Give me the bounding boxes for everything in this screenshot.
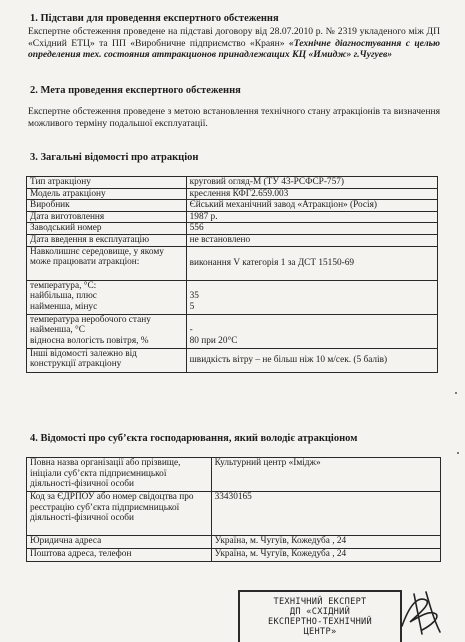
row-label: Дата виготовлення [27,211,187,223]
table-row [27,314,438,348]
row-label: Модель атракціону [27,188,187,200]
section1-body-italic: «Технічне діагностування с целью определения тех. состояния аттракционов принадлежащих КЦ «Имидж» г.Чугуев» [28,37,441,61]
row-label: Тип атракціону [27,177,187,189]
row-label: Дата введення в експлуатацію [27,234,187,246]
table-row [27,536,441,549]
table-row [27,549,441,562]
attraction-info-table [26,176,438,373]
section4-title: 4. Відомості про суб’єкта господарювання, який володіє атракціоном [30,433,358,444]
row-value [186,246,437,280]
row-label: Код за ЄДРПОУ або номер свідоцтва про реєстрацію суб’єкта підприємницької діяльності-фізичної особи [27,492,212,536]
row-value: 1987 р. [186,211,437,223]
table-row [27,223,438,235]
table-row [27,211,438,223]
table-row [27,234,438,246]
row-value: креслення КФГ2.659.003 [186,188,437,200]
table-row [27,280,438,314]
row-label-line: відносна вологість повітря, % [30,335,149,346]
row-value-line: - [189,325,193,336]
row-value: круговий огляд-М (ТУ 43-РСФСР-757) [186,177,437,189]
row-value: Культурний центр «Імідж» [211,458,440,492]
row-label: Юридична адреса [27,536,212,549]
scan-speck [455,392,457,394]
table-row [27,177,438,189]
stamp-line: ЦЕНТР» [303,627,337,637]
row-label: Виробник [27,200,187,212]
table-row [27,458,441,492]
row-value [186,348,437,372]
row-label: Інші відомості залежно від конструкції атракціону [27,348,187,372]
table-row [27,188,438,200]
row-label-line: температура, °С: [30,280,97,291]
row-value-line: 80 при 20°С [189,335,238,346]
row-label-line: найменша, мінус [30,301,98,312]
section1-title: 1. Підстави для проведення експертного обстеження [30,13,279,24]
row-value-text: швидкість вітру – не більш ніж 10 м/сек. (5 балів) [189,354,388,365]
section3-title: 3. Загальні відомості про атракціон [30,152,199,163]
section2-title: 2. Мета проведення експертного обстеження [30,85,241,96]
stamp-line: ДП «СХІДНИЙ [289,607,351,617]
row-label-line: найбільша, плюс [30,291,97,302]
row-label: Поштова адреса, телефон [27,549,212,562]
stamp-line: ЕКСПЕРТНО-ТЕХНІЧНИЙ [267,617,372,627]
section2-body: Експертне обстеження проведене з метою встановлення технічного стану атракціонів та визначення можливого терміну подальшої експлуатації. [28,106,440,129]
owner-info-table [26,457,441,562]
section1-body-plain: Експертне обстеження проведене на підставі договору від 28.07.2010 р. № 2319 укладеного між ДП «Східний ЕТЦ» та ПП «Виробничне підприємство «Краян» [28,26,440,49]
row-label [27,280,187,314]
row-value: 556 [186,223,437,235]
row-label: Заводський номер [27,223,187,235]
row-value-text: виконання V категорія 1 за ДСТ 15150-69 [189,257,355,268]
section1-body [28,26,440,61]
expert-stamp [238,590,402,642]
row-value-line: 35 [189,291,199,302]
scan-speck [457,452,459,454]
table-row [27,246,438,280]
row-label [27,314,187,348]
row-value: не встановлено [186,234,437,246]
table-row [27,492,441,536]
row-value: 33430165 [211,492,440,536]
row-value [186,280,437,314]
stamp-line: ТЕХНІЧНИЙ ЕКСПЕРТ [273,597,367,607]
row-value-line: 5 [189,301,195,312]
row-value: Україна, м. Чугуїв, Кожедуба , 24 [211,536,440,549]
row-label: Навколишнє середовище, у якому може працювати атракціон: [27,246,187,280]
row-label-line: температура неробочого стану найменша, °С [30,314,151,336]
row-label: Повна назва організації або прізвище, ініціали суб’єкта підприємницької діяльності-фізичної особи [27,458,212,492]
row-value [186,314,437,348]
row-value: Єйський механічний завод «Атракціон» (Росія) [186,200,437,212]
row-value: Україна, м. Чугуїв, Кожедуба , 24 [211,549,440,562]
table-row [27,348,438,372]
table-row [27,200,438,212]
signature-mark [396,586,446,638]
